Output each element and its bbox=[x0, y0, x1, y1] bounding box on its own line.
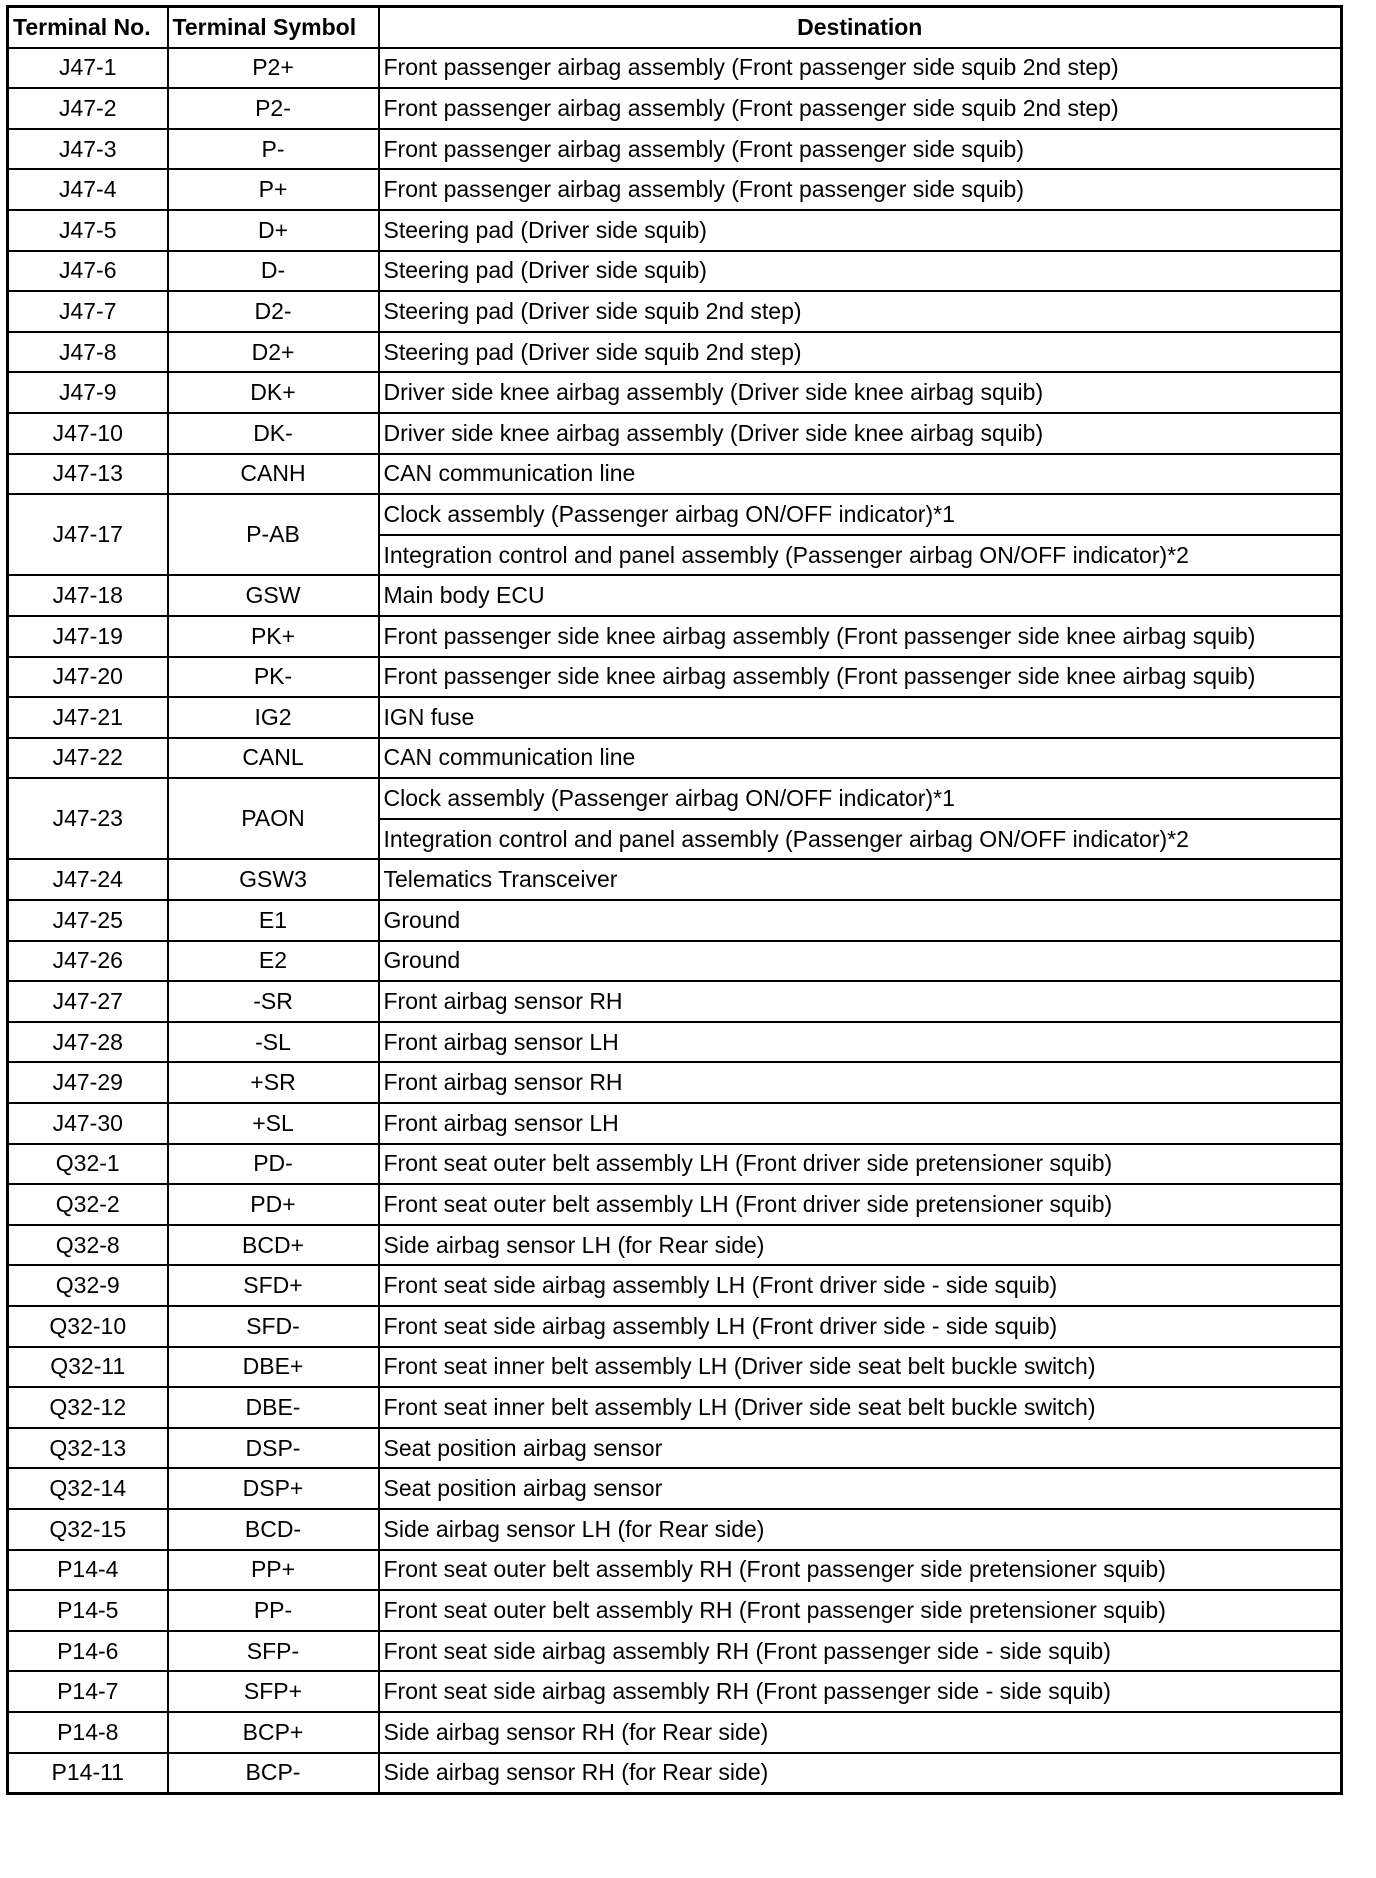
destination-cell: Front airbag sensor RH bbox=[379, 981, 1342, 1022]
terminal-no-cell: J47-6 bbox=[8, 251, 168, 292]
terminal-no-cell: J47-4 bbox=[8, 169, 168, 210]
terminal-no-cell: P14-7 bbox=[8, 1671, 168, 1712]
destination-cell: Front seat side airbag assembly RH (Front passenger side - side squib) bbox=[379, 1631, 1342, 1672]
destination-cell: Front passenger airbag assembly (Front passenger side squib) bbox=[379, 169, 1342, 210]
terminal-symbol-cell: SFD+ bbox=[168, 1265, 379, 1306]
table-row bbox=[8, 1468, 1342, 1509]
table-row bbox=[8, 413, 1342, 454]
table-row bbox=[8, 1347, 1342, 1388]
terminal-symbol-cell: CANH bbox=[168, 454, 379, 495]
table-row bbox=[8, 1103, 1342, 1144]
terminal-no-cell: J47-1 bbox=[8, 48, 168, 89]
terminal-no-cell: J47-28 bbox=[8, 1022, 168, 1063]
terminal-symbol-cell: -SL bbox=[168, 1022, 379, 1063]
terminal-no-cell: J47-24 bbox=[8, 859, 168, 900]
terminal-no-cell: J47-19 bbox=[8, 616, 168, 657]
terminal-symbol-cell: IG2 bbox=[168, 697, 379, 738]
destination-cell: Ground bbox=[379, 941, 1342, 982]
destination-cell: Front passenger side knee airbag assembly (Front passenger side knee airbag squib) bbox=[379, 657, 1342, 698]
terminal-table bbox=[6, 5, 1343, 1795]
table-body bbox=[8, 48, 1342, 1794]
terminal-no-cell: P14-4 bbox=[8, 1550, 168, 1591]
terminal-symbol-cell: -SR bbox=[168, 981, 379, 1022]
table-row bbox=[8, 372, 1342, 413]
terminal-no-cell: J47-8 bbox=[8, 332, 168, 373]
terminal-symbol-cell: PD- bbox=[168, 1144, 379, 1185]
table-row bbox=[8, 1671, 1342, 1712]
table-row bbox=[8, 332, 1342, 373]
terminal-symbol-cell: P2- bbox=[168, 88, 379, 129]
header-terminal-no: Terminal No. bbox=[8, 7, 168, 48]
destination-cell: Seat position airbag sensor bbox=[379, 1468, 1342, 1509]
table-row bbox=[8, 129, 1342, 170]
table-row bbox=[8, 48, 1342, 89]
table-row bbox=[8, 454, 1342, 495]
terminal-no-cell: J47-18 bbox=[8, 575, 168, 616]
terminal-symbol-cell: DBE- bbox=[168, 1387, 379, 1428]
terminal-symbol-cell: SFP+ bbox=[168, 1671, 379, 1712]
terminal-symbol-cell: P-AB bbox=[168, 494, 379, 575]
table-row bbox=[8, 575, 1342, 616]
terminal-no-cell: P14-6 bbox=[8, 1631, 168, 1672]
destination-cell: Side airbag sensor LH (for Rear side) bbox=[379, 1509, 1342, 1550]
terminal-symbol-cell: BCD- bbox=[168, 1509, 379, 1550]
table-row bbox=[8, 1144, 1342, 1185]
destination-cell: Front seat outer belt assembly LH (Front driver side pretensioner squib) bbox=[379, 1144, 1342, 1185]
terminal-no-cell: J47-3 bbox=[8, 129, 168, 170]
table-row bbox=[8, 1590, 1342, 1631]
terminal-no-cell: P14-5 bbox=[8, 1590, 168, 1631]
terminal-symbol-cell: DSP- bbox=[168, 1428, 379, 1469]
destination-cell: Front seat inner belt assembly LH (Driver side seat belt buckle switch) bbox=[379, 1387, 1342, 1428]
table-row bbox=[8, 251, 1342, 292]
table-row bbox=[8, 1184, 1342, 1225]
table-header bbox=[8, 7, 1342, 48]
terminal-symbol-cell: D2+ bbox=[168, 332, 379, 373]
terminal-no-cell: J47-13 bbox=[8, 454, 168, 495]
destination-cell: IGN fuse bbox=[379, 697, 1342, 738]
terminal-symbol-cell: DK+ bbox=[168, 372, 379, 413]
table-row bbox=[8, 494, 1342, 535]
table-row bbox=[8, 1509, 1342, 1550]
table-row bbox=[8, 859, 1342, 900]
destination-cell: CAN communication line bbox=[379, 454, 1342, 495]
table-row bbox=[8, 210, 1342, 251]
destination-cell: CAN communication line bbox=[379, 738, 1342, 779]
terminal-symbol-cell: SFP- bbox=[168, 1631, 379, 1672]
terminal-no-cell: Q32-2 bbox=[8, 1184, 168, 1225]
terminal-symbol-cell: PD+ bbox=[168, 1184, 379, 1225]
terminal-no-cell: J47-30 bbox=[8, 1103, 168, 1144]
table-row bbox=[8, 1022, 1342, 1063]
terminal-symbol-cell: P- bbox=[168, 129, 379, 170]
destination-cell: Front passenger airbag assembly (Front passenger side squib 2nd step) bbox=[379, 48, 1342, 89]
terminal-no-cell: J47-10 bbox=[8, 413, 168, 454]
destination-cell: Front passenger airbag assembly (Front passenger side squib 2nd step) bbox=[379, 88, 1342, 129]
destination-cell: Integration control and panel assembly (Passenger airbag ON/OFF indicator)*2 bbox=[379, 819, 1342, 860]
terminal-no-cell: P14-11 bbox=[8, 1753, 168, 1794]
table-row bbox=[8, 1265, 1342, 1306]
terminal-no-cell: J47-25 bbox=[8, 900, 168, 941]
terminal-symbol-cell: DSP+ bbox=[168, 1468, 379, 1509]
table-row bbox=[8, 697, 1342, 738]
table-row bbox=[8, 1387, 1342, 1428]
table-row bbox=[8, 738, 1342, 779]
terminal-symbol-cell: PP- bbox=[168, 1590, 379, 1631]
destination-cell: Ground bbox=[379, 900, 1342, 941]
terminal-no-cell: J47-27 bbox=[8, 981, 168, 1022]
table-row bbox=[8, 88, 1342, 129]
terminal-no-cell: J47-23 bbox=[8, 778, 168, 859]
destination-cell: Side airbag sensor RH (for Rear side) bbox=[379, 1753, 1342, 1794]
table-row bbox=[8, 1306, 1342, 1347]
terminal-symbol-cell: DBE+ bbox=[168, 1347, 379, 1388]
terminal-no-cell: J47-17 bbox=[8, 494, 168, 575]
terminal-no-cell: J47-21 bbox=[8, 697, 168, 738]
destination-cell: Front passenger airbag assembly (Front passenger side squib) bbox=[379, 129, 1342, 170]
terminal-symbol-cell: CANL bbox=[168, 738, 379, 779]
destination-cell: Seat position airbag sensor bbox=[379, 1428, 1342, 1469]
table-row bbox=[8, 1550, 1342, 1591]
terminal-symbol-cell: PP+ bbox=[168, 1550, 379, 1591]
destination-cell: Steering pad (Driver side squib 2nd step) bbox=[379, 332, 1342, 373]
terminal-symbol-cell: BCP- bbox=[168, 1753, 379, 1794]
terminal-symbol-cell: +SR bbox=[168, 1062, 379, 1103]
destination-cell: Front seat side airbag assembly LH (Front driver side - side squib) bbox=[379, 1306, 1342, 1347]
table-row bbox=[8, 169, 1342, 210]
table-row bbox=[8, 900, 1342, 941]
destination-cell: Steering pad (Driver side squib 2nd step) bbox=[379, 291, 1342, 332]
destination-cell: Front airbag sensor RH bbox=[379, 1062, 1342, 1103]
terminal-symbol-cell: BCP+ bbox=[168, 1712, 379, 1753]
terminal-symbol-cell: GSW bbox=[168, 575, 379, 616]
terminal-symbol-cell: DK- bbox=[168, 413, 379, 454]
table-row bbox=[8, 1712, 1342, 1753]
terminal-symbol-cell: P2+ bbox=[168, 48, 379, 89]
destination-cell: Integration control and panel assembly (Passenger airbag ON/OFF indicator)*2 bbox=[379, 535, 1342, 576]
destination-cell: Clock assembly (Passenger airbag ON/OFF indicator)*1 bbox=[379, 778, 1342, 819]
terminal-symbol-cell: PAON bbox=[168, 778, 379, 859]
terminal-no-cell: Q32-14 bbox=[8, 1468, 168, 1509]
destination-cell: Driver side knee airbag assembly (Driver side knee airbag squib) bbox=[379, 372, 1342, 413]
terminal-symbol-cell: SFD- bbox=[168, 1306, 379, 1347]
table-row bbox=[8, 657, 1342, 698]
terminal-symbol-cell: PK+ bbox=[168, 616, 379, 657]
terminal-symbol-cell: GSW3 bbox=[168, 859, 379, 900]
destination-cell: Front airbag sensor LH bbox=[379, 1103, 1342, 1144]
destination-cell: Side airbag sensor RH (for Rear side) bbox=[379, 1712, 1342, 1753]
terminal-no-cell: J47-2 bbox=[8, 88, 168, 129]
table-row bbox=[8, 778, 1342, 819]
destination-cell: Front seat outer belt assembly LH (Front driver side pretensioner squib) bbox=[379, 1184, 1342, 1225]
destination-cell: Main body ECU bbox=[379, 575, 1342, 616]
terminal-no-cell: J47-20 bbox=[8, 657, 168, 698]
terminal-symbol-cell: PK- bbox=[168, 657, 379, 698]
table-row bbox=[8, 941, 1342, 982]
table-row bbox=[8, 981, 1342, 1022]
destination-cell: Front passenger side knee airbag assembly (Front passenger side knee airbag squib) bbox=[379, 616, 1342, 657]
destination-cell: Front seat side airbag assembly LH (Front driver side - side squib) bbox=[379, 1265, 1342, 1306]
destination-cell: Front seat outer belt assembly RH (Front passenger side pretensioner squib) bbox=[379, 1590, 1342, 1631]
table-row bbox=[8, 1062, 1342, 1103]
destination-cell: Front airbag sensor LH bbox=[379, 1022, 1342, 1063]
terminal-symbol-cell: D+ bbox=[168, 210, 379, 251]
table-row bbox=[8, 291, 1342, 332]
header-terminal-symbol: Terminal Symbol bbox=[168, 7, 379, 48]
terminal-symbol-cell: D2- bbox=[168, 291, 379, 332]
destination-cell: Front seat side airbag assembly RH (Front passenger side - side squib) bbox=[379, 1671, 1342, 1712]
destination-cell: Front seat inner belt assembly LH (Driver side seat belt buckle switch) bbox=[379, 1347, 1342, 1388]
terminal-no-cell: Q32-8 bbox=[8, 1225, 168, 1266]
terminal-symbol-cell: D- bbox=[168, 251, 379, 292]
destination-cell: Steering pad (Driver side squib) bbox=[379, 251, 1342, 292]
destination-cell: Steering pad (Driver side squib) bbox=[379, 210, 1342, 251]
terminal-symbol-cell: P+ bbox=[168, 169, 379, 210]
terminal-symbol-cell: BCD+ bbox=[168, 1225, 379, 1266]
terminal-no-cell: J47-9 bbox=[8, 372, 168, 413]
destination-cell: Front seat outer belt assembly RH (Front passenger side pretensioner squib) bbox=[379, 1550, 1342, 1591]
terminal-no-cell: Q32-1 bbox=[8, 1144, 168, 1185]
terminal-no-cell: Q32-12 bbox=[8, 1387, 168, 1428]
terminal-no-cell: J47-26 bbox=[8, 941, 168, 982]
header-destination: Destination bbox=[379, 7, 1342, 48]
terminal-no-cell: J47-22 bbox=[8, 738, 168, 779]
destination-cell: Side airbag sensor LH (for Rear side) bbox=[379, 1225, 1342, 1266]
header-row bbox=[8, 7, 1342, 48]
terminal-no-cell: J47-7 bbox=[8, 291, 168, 332]
terminal-no-cell: Q32-11 bbox=[8, 1347, 168, 1388]
table-row bbox=[8, 1753, 1342, 1794]
terminal-no-cell: Q32-9 bbox=[8, 1265, 168, 1306]
terminal-no-cell: P14-8 bbox=[8, 1712, 168, 1753]
terminal-no-cell: J47-29 bbox=[8, 1062, 168, 1103]
terminal-no-cell: Q32-13 bbox=[8, 1428, 168, 1469]
table-row bbox=[8, 1225, 1342, 1266]
table-row bbox=[8, 616, 1342, 657]
destination-cell: Clock assembly (Passenger airbag ON/OFF indicator)*1 bbox=[379, 494, 1342, 535]
terminal-symbol-cell: E1 bbox=[168, 900, 379, 941]
terminal-no-cell: Q32-10 bbox=[8, 1306, 168, 1347]
table-row bbox=[8, 1631, 1342, 1672]
destination-cell: Driver side knee airbag assembly (Driver side knee airbag squib) bbox=[379, 413, 1342, 454]
terminal-symbol-cell: E2 bbox=[168, 941, 379, 982]
terminal-no-cell: Q32-15 bbox=[8, 1509, 168, 1550]
destination-cell: Telematics Transceiver bbox=[379, 859, 1342, 900]
terminal-symbol-cell: +SL bbox=[168, 1103, 379, 1144]
terminal-no-cell: J47-5 bbox=[8, 210, 168, 251]
table-row bbox=[8, 1428, 1342, 1469]
